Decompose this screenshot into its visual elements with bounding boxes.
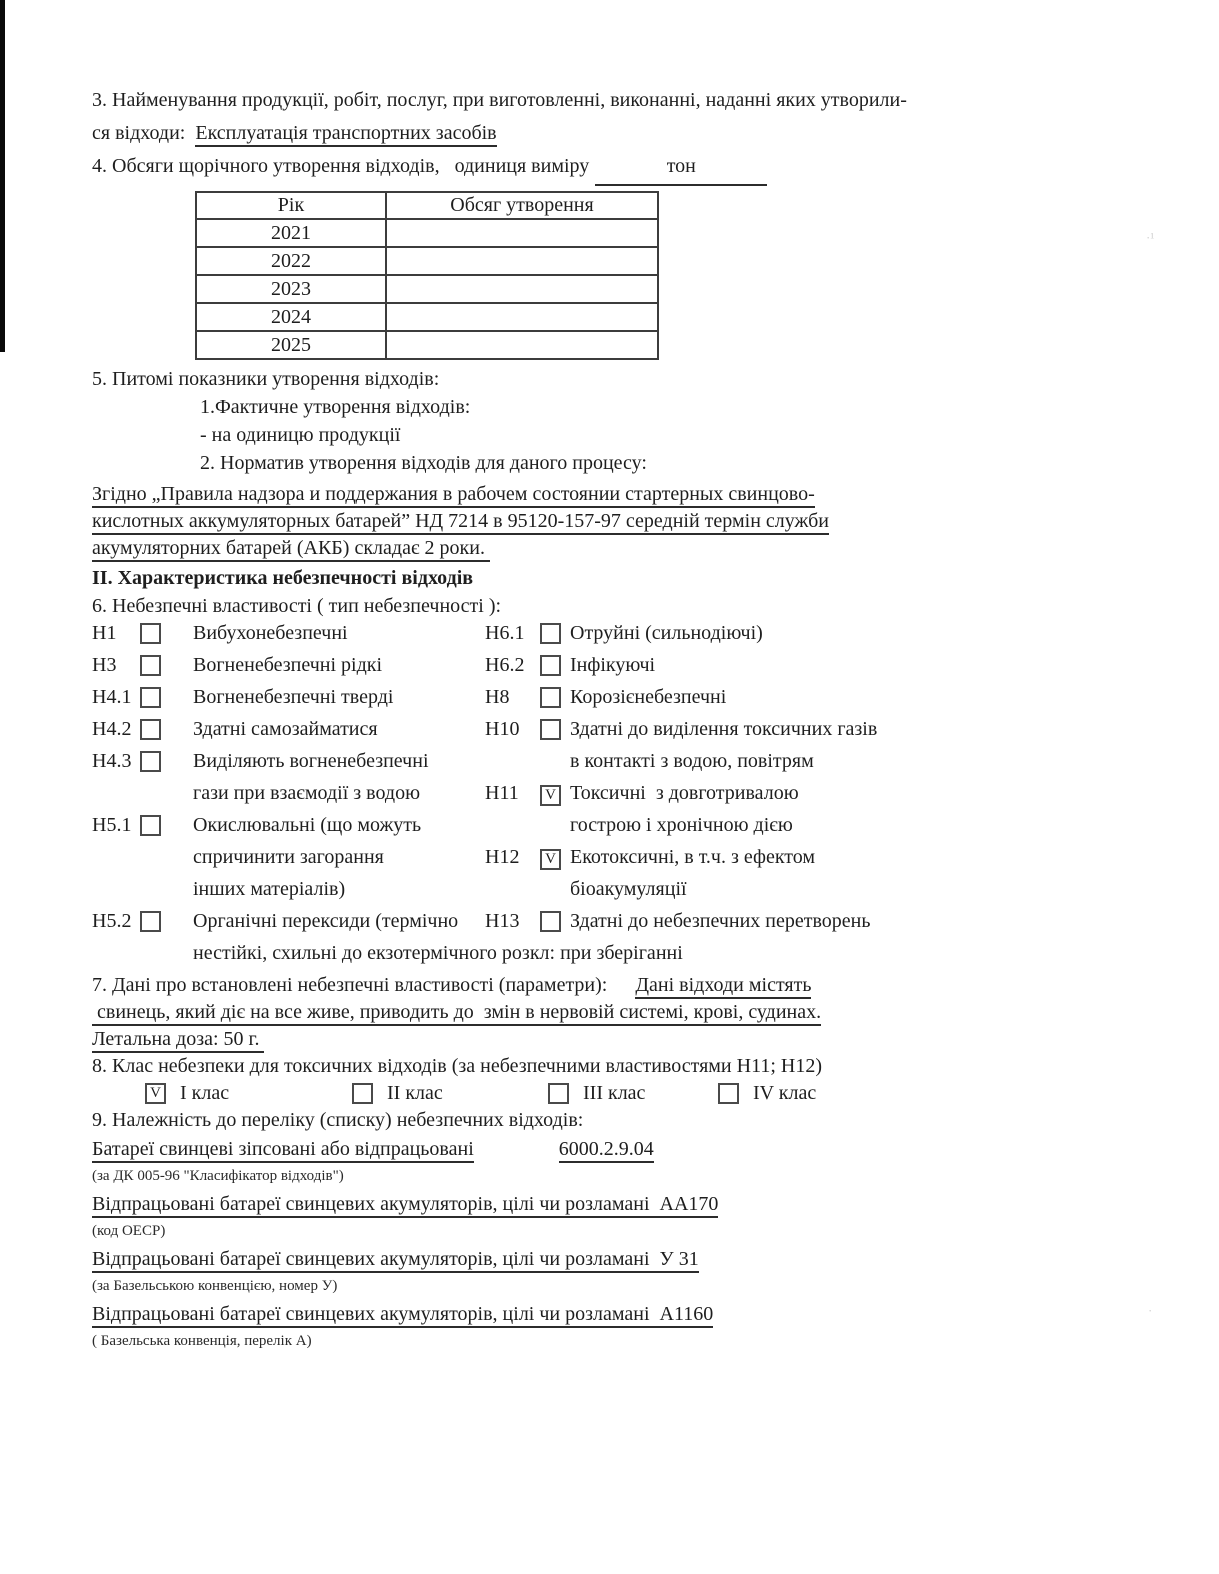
class-3-checkbox[interactable] bbox=[548, 1083, 569, 1104]
hazard-code: Н4.2 bbox=[92, 718, 132, 740]
hazard-row bbox=[92, 940, 1169, 972]
year-cell: 2021 bbox=[196, 219, 386, 247]
hazard-label: Вибухонебезпечні bbox=[193, 622, 348, 644]
hazard-row bbox=[92, 748, 1169, 780]
hazard-label: біоакумуляції bbox=[570, 878, 687, 900]
item9-entry2 bbox=[92, 1190, 1169, 1218]
table-row bbox=[196, 247, 658, 275]
item5-sub1: 1.Фактичне утворення відходів: bbox=[200, 396, 471, 418]
hazard-label: гострою і хронічною дією bbox=[570, 814, 793, 836]
col-header-year: Рік bbox=[196, 192, 386, 219]
item3-line2 bbox=[92, 117, 1169, 150]
h8-checkbox[interactable] bbox=[540, 687, 561, 708]
item4-line bbox=[92, 150, 1169, 186]
hazard-code: Н13 bbox=[485, 910, 520, 932]
hazard-label: спричинити загорання bbox=[193, 846, 384, 868]
hazard-row bbox=[92, 812, 1169, 844]
waste-name: Батареї свинцеві зіпсовані або відпрацьовані bbox=[92, 1138, 474, 1163]
item3-prefix: ся відходи: bbox=[92, 122, 196, 144]
scan-smudge: · bbox=[1148, 1303, 1153, 1318]
item8-title: 8. Клас небезпеки для токсичних відходів (за небезпечними властивостями Н11; Н12) bbox=[92, 1055, 822, 1077]
hazard-code: Н4.3 bbox=[92, 750, 132, 772]
hazard-label: Окислювальні (що можуть bbox=[193, 814, 422, 836]
hazard-code: Н10 bbox=[485, 718, 520, 740]
hazard-row bbox=[92, 780, 1169, 812]
table-row bbox=[196, 303, 658, 331]
item7-line2: свинець, який діє на все живе, приводить до змін в нервовій системі, крові, судинах. bbox=[92, 999, 1169, 1026]
year-cell: 2024 bbox=[196, 303, 386, 331]
hazard-checklist bbox=[92, 620, 1169, 972]
item9-entry3 bbox=[92, 1245, 1169, 1273]
item9-title: 9. Належність до переліку (списку) небезпечних відходів: bbox=[92, 1109, 584, 1131]
class-option-label: IV клас bbox=[753, 1082, 817, 1104]
class-option bbox=[718, 1080, 1169, 1107]
volume-cell bbox=[386, 219, 658, 247]
volume-cell bbox=[386, 331, 658, 359]
table-row bbox=[196, 219, 658, 247]
class-option-label: III клас bbox=[583, 1082, 646, 1104]
class-option-label: I клас bbox=[180, 1082, 230, 1104]
hazard-code: Н3 bbox=[92, 654, 117, 676]
hazard-label: Токсичні з довготривалою bbox=[570, 782, 799, 804]
basis-line1: Згідно „Правила надзора и поддержания в рабочем состоянии стартерных свинцово- bbox=[92, 481, 1169, 508]
hazard-label: Здатні до небезпечних перетворень bbox=[570, 910, 871, 932]
item7-line3: Летальна доза: 50 г. bbox=[92, 1026, 1169, 1053]
volume-cell bbox=[386, 247, 658, 275]
class-2-checkbox[interactable] bbox=[352, 1083, 373, 1104]
item3-line1: 3. Найменування продукції, робіт, послуг, при виготовленні, виконанні, наданні яких утворили- bbox=[92, 89, 907, 111]
hazard-code: Н8 bbox=[485, 686, 510, 708]
hazard-row bbox=[92, 908, 1169, 940]
hazard-code: Н4.1 bbox=[92, 686, 132, 708]
item9-note4: ( Базельська конвенція, перелік А) bbox=[92, 1333, 312, 1349]
h6-1-checkbox[interactable] bbox=[540, 623, 561, 644]
year-cell: 2022 bbox=[196, 247, 386, 275]
hazard-label: Вогненебезпечні рідкі bbox=[193, 654, 383, 676]
h13-checkbox[interactable] bbox=[540, 911, 561, 932]
hazard-row bbox=[92, 684, 1169, 716]
item9-entry1 bbox=[92, 1135, 1169, 1163]
basis-line3: акумуляторних батарей (АКБ) складає 2 роки. bbox=[92, 535, 1169, 562]
class-option bbox=[548, 1080, 718, 1107]
hazard-label: Отруйні (сильнодіючі) bbox=[570, 622, 763, 644]
h4-1-checkbox[interactable] bbox=[140, 687, 161, 708]
hazard-label: нестійкі, схильні до екзотермічного розкл: при зберіганні bbox=[193, 942, 683, 964]
item4-unit-field bbox=[595, 150, 767, 186]
h1-checkbox[interactable] bbox=[140, 623, 161, 644]
section2-title: II. Характеристика небезпечності відходів bbox=[92, 567, 474, 589]
hazard-code: Н5.2 bbox=[92, 910, 132, 932]
item7-line1 bbox=[92, 972, 1169, 999]
hazard-class-options bbox=[145, 1080, 1169, 1107]
class-option bbox=[352, 1080, 548, 1107]
basis-line2: кислотных аккумуляторных батарей” НД 7214 в 95120-157-97 середній термін служби bbox=[92, 508, 1169, 535]
hazard-row bbox=[92, 844, 1169, 876]
hazard-label: Інфікуючі bbox=[570, 654, 656, 676]
hazard-label: гази при взаємодії з водою bbox=[193, 782, 421, 804]
year-cell: 2023 bbox=[196, 275, 386, 303]
hazard-label: Корозієнебезпечні bbox=[570, 686, 727, 708]
table-row bbox=[196, 275, 658, 303]
volume-cell bbox=[386, 303, 658, 331]
h5-1-checkbox[interactable] bbox=[140, 815, 161, 836]
table-row bbox=[196, 331, 658, 359]
scan-edge-artifact bbox=[0, 0, 5, 352]
col-header-volume: Обсяг утворення bbox=[386, 192, 658, 219]
waste-name: Відпрацьовані батареї свинцевих акумуляторів, цілі чи розламані А1160 bbox=[92, 1303, 713, 1328]
item7-value-part1: Дані відходи містять bbox=[635, 974, 811, 999]
waste-code: 6000.2.9.04 bbox=[559, 1138, 654, 1163]
item9-note1: (за ДК 005-96 "Класифікатор відходів") bbox=[92, 1168, 344, 1184]
h4-3-checkbox[interactable] bbox=[140, 751, 161, 772]
hazard-label: Виділяють вогненебезпечні bbox=[193, 750, 429, 772]
hazard-code: Н5.1 bbox=[92, 814, 132, 836]
item4-label: 4. Обсяги щорічного утворення відходів, одиниця виміру bbox=[92, 155, 590, 177]
item4-unit: тон bbox=[666, 155, 696, 177]
waste-name: Відпрацьовані батареї свинцевих акумуляторів, цілі чи розламані АА170 bbox=[92, 1193, 718, 1218]
hazard-row bbox=[92, 716, 1169, 748]
item6-title: 6. Небезпечні властивості ( тип небезпечності ): bbox=[92, 595, 502, 617]
hazard-label: Екотоксичні, в т.ч. з ефектом bbox=[570, 846, 816, 868]
hazard-label: інших матеріалів) bbox=[193, 878, 346, 900]
year-cell: 2025 bbox=[196, 331, 386, 359]
h11-checkbox[interactable]: V bbox=[540, 785, 561, 806]
h6-2-checkbox[interactable] bbox=[540, 655, 561, 676]
hazard-code: Н6.2 bbox=[485, 654, 525, 676]
item3-value: Експлуатація транспортних засобів bbox=[195, 122, 496, 147]
h12-checkbox[interactable]: V bbox=[540, 849, 561, 870]
class-1-checkbox[interactable]: V bbox=[145, 1083, 166, 1104]
h5-2-checkbox[interactable] bbox=[140, 911, 161, 932]
item7-label: 7. Дані про встановлені небезпечні властивості (параметри): bbox=[92, 974, 608, 996]
hazard-label: в контакті з водою, повітрям bbox=[570, 750, 814, 772]
h4-2-checkbox[interactable] bbox=[140, 719, 161, 740]
h3-checkbox[interactable] bbox=[140, 655, 161, 676]
class-option bbox=[145, 1080, 352, 1107]
item9-note3: (за Базельською конвенцією, номер У) bbox=[92, 1278, 338, 1294]
table-header-row bbox=[196, 192, 658, 219]
item5-title: 5. Питомі показники утворення відходів: bbox=[92, 368, 440, 390]
hazard-label: Здатні самозайматися bbox=[193, 718, 378, 740]
hazard-row bbox=[92, 652, 1169, 684]
annual-volumes-table bbox=[195, 191, 659, 360]
waste-name: Відпрацьовані батареї свинцевих акумуляторів, цілі чи розламані У 31 bbox=[92, 1248, 699, 1273]
hazard-code: Н1 bbox=[92, 622, 117, 644]
h10-checkbox[interactable] bbox=[540, 719, 561, 740]
scan-smudge: ·¹ bbox=[1146, 230, 1155, 245]
item5-sub2: - на одиницю продукції bbox=[200, 424, 401, 446]
hazard-label: Здатні до виділення токсичних газів bbox=[570, 718, 878, 740]
hazard-label: Органічні перексиди (термічно bbox=[193, 910, 459, 932]
item9-entry4 bbox=[92, 1300, 1169, 1328]
item9-note2: (код ОЕСР) bbox=[92, 1223, 166, 1239]
class-4-checkbox[interactable] bbox=[718, 1083, 739, 1104]
volume-cell bbox=[386, 275, 658, 303]
hazard-code: Н6.1 bbox=[485, 622, 525, 644]
hazard-row bbox=[92, 620, 1169, 652]
hazard-row bbox=[92, 876, 1169, 908]
hazard-label: Вогненебезпечні тверді bbox=[193, 686, 394, 708]
item5-sub3: 2. Норматив утворення відходів для даного процесу: bbox=[200, 452, 647, 474]
hazard-code: Н12 bbox=[485, 846, 520, 868]
hazard-code: Н11 bbox=[485, 782, 519, 804]
class-option-label: II клас bbox=[387, 1082, 443, 1104]
